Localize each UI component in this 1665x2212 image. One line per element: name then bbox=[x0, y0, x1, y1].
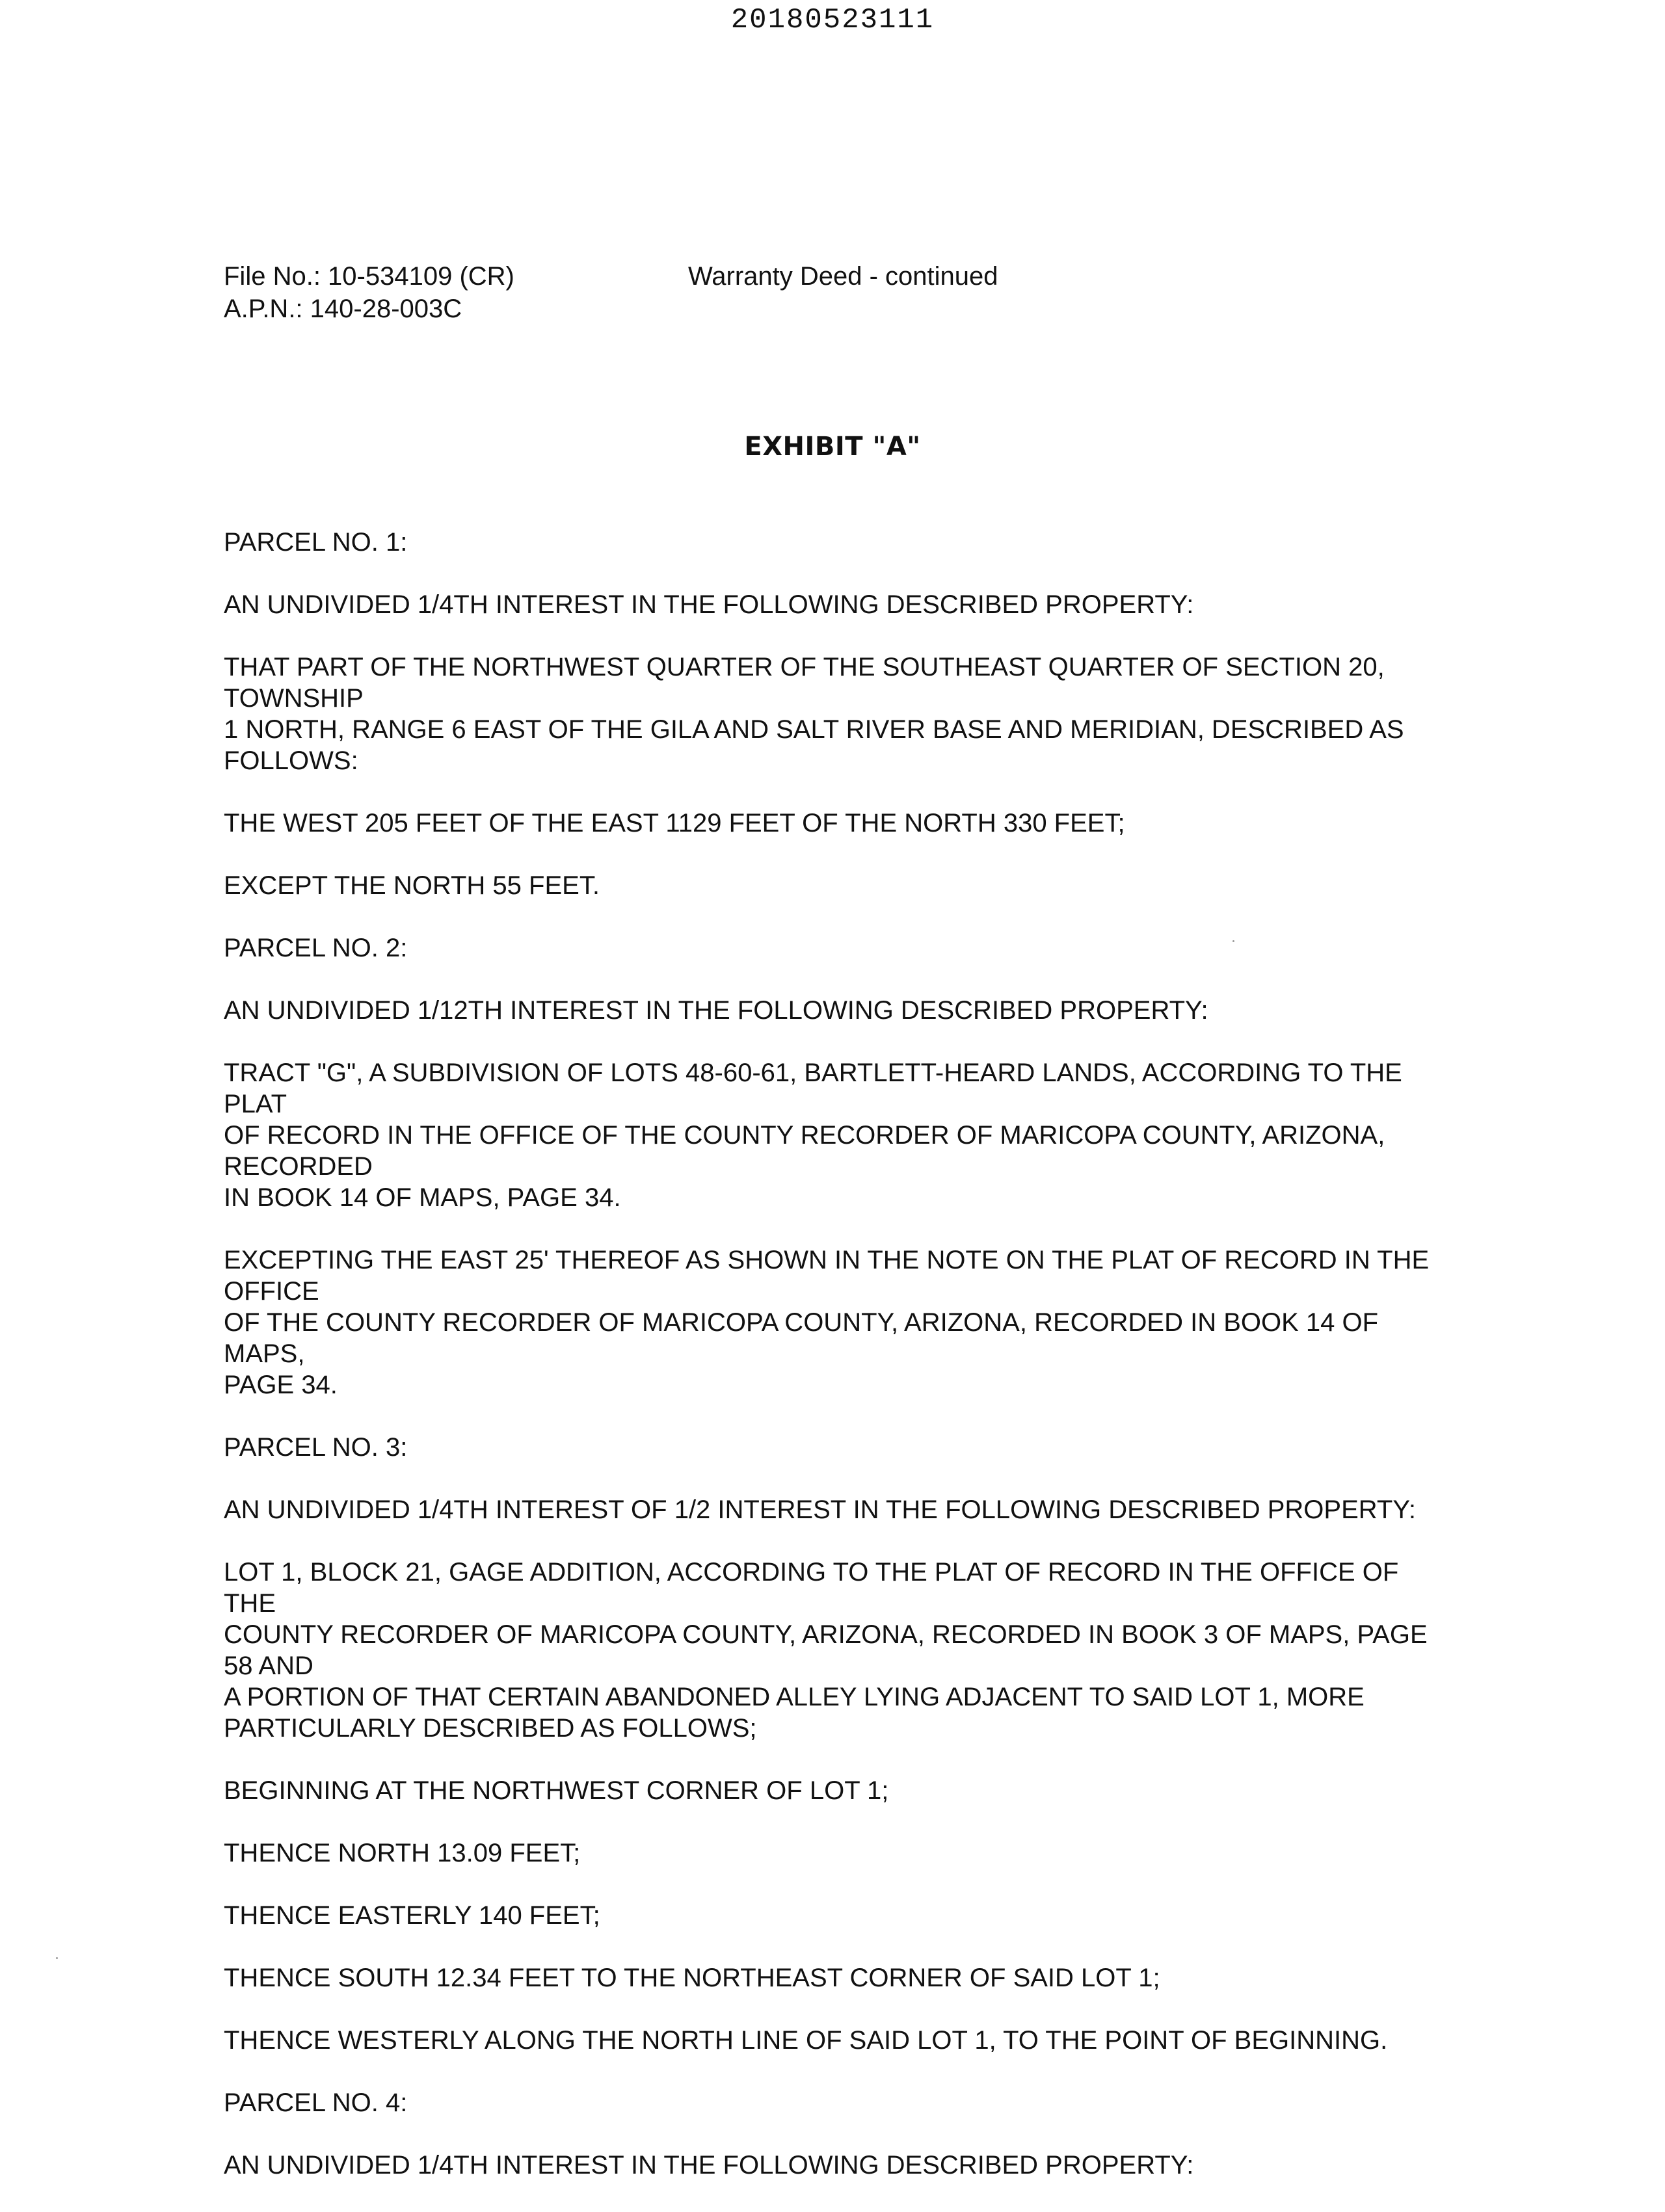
paragraph: THAT PART OF THE NORTHWEST QUARTER OF THE SOUTHEAST QUARTER OF SECTION 20, TOWNSHIP 1 NORTH, RANGE 6 EAST OF THE GILA AND SALT RIVER BASE AND MERIDIAN, DESCRIBED AS FOLLOWS: bbox=[224, 653, 1404, 775]
paragraph: LOT 1, BLOCK 21, GAGE ADDITION, ACCORDING TO THE PLAT OF RECORD IN THE OFFICE OF THE COUNTY RECORDER OF MARICOPA COUNTY, ARIZONA, RECORDED IN BOOK 3 OF MAPS, PAGE 58 AND A PORTION OF THAT CERTAIN ABANDONED ALLEY LYING ADJACENT TO SAID LOT 1, MORE PARTICULARLY DESCRIBED AS FOLLOWS; bbox=[224, 1558, 1428, 1743]
legal-description bbox=[224, 527, 1446, 2212]
paragraph: THENCE SOUTH 12.34 FEET TO THE NORTHEAST CORNER OF SAID LOT 1; bbox=[224, 1964, 1160, 1992]
paragraph: PARCEL NO. 1: bbox=[224, 528, 408, 557]
paragraph: THE WEST 205 FEET OF THE EAST 1129 FEET OF THE NORTH 330 FEET; bbox=[224, 809, 1125, 837]
paragraph: AN UNDIVIDED 1/12TH INTEREST IN THE FOLLOWING DESCRIBED PROPERTY: bbox=[224, 996, 1208, 1025]
paragraph: THENCE WESTERLY ALONG THE NORTH LINE OF SAID LOT 1, TO THE POINT OF BEGINNING. bbox=[224, 2026, 1388, 2055]
paragraph: AN UNDIVIDED 1/4TH INTEREST IN THE FOLLOWING DESCRIBED PROPERTY: bbox=[224, 590, 1194, 619]
paragraph: THENCE NORTH 13.09 FEET; bbox=[224, 1839, 581, 1867]
paragraph: PARCEL NO. 3: bbox=[224, 1433, 408, 1462]
paragraph: EXCEPT THE NORTH 55 FEET. bbox=[224, 871, 600, 900]
file-info-block bbox=[224, 260, 514, 325]
paragraph: TRACT "G", A SUBDIVISION OF LOTS 48-60-61, BARTLETT-HEARD LANDS, ACCORDING TO THE PLAT OF RECORD IN THE OFFICE OF THE COUNTY RECORDER OF MARICOPA COUNTY, ARIZONA, RECORDED IN BOOK 14 OF MAPS, PAGE 34. bbox=[224, 1059, 1402, 1212]
paragraph: BEGINNING AT THE NORTHWEST CORNER OF LOT 1; bbox=[224, 1776, 889, 1805]
paragraph: AN UNDIVIDED 1/4TH INTEREST OF 1/2 INTEREST IN THE FOLLOWING DESCRIBED PROPERTY: bbox=[224, 1495, 1416, 1524]
paragraph: PARCEL NO. 4: bbox=[224, 2088, 408, 2117]
paragraph: PARCEL NO. 2: bbox=[224, 934, 408, 962]
file-number: File No.: 10-534109 (CR) bbox=[224, 262, 514, 291]
exhibit-title: EXHIBIT "A" bbox=[744, 432, 921, 462]
apn-number: A.P.N.: 140-28-003C bbox=[224, 295, 462, 323]
paragraph: EXCEPTING THE EAST 25' THEREOF AS SHOWN IN THE NOTE ON THE PLAT OF RECORD IN THE OFFICE OF THE COUNTY RECORDER OF MARICOPA COUNTY, ARIZONA, RECORDED IN BOOK 14 OF MAPS, PAGE 34. bbox=[224, 1246, 1430, 1399]
recording-number: 20180523111 bbox=[730, 4, 935, 36]
paragraph: AN UNDIVIDED 1/4TH INTEREST IN THE FOLLOWING DESCRIBED PROPERTY: bbox=[224, 2151, 1194, 2179]
document-type-title: Warranty Deed - continued bbox=[688, 262, 998, 291]
paragraph: THENCE EASTERLY 140 FEET; bbox=[224, 1901, 600, 1930]
scan-speck bbox=[56, 1957, 58, 1959]
scan-speck bbox=[1232, 940, 1234, 942]
